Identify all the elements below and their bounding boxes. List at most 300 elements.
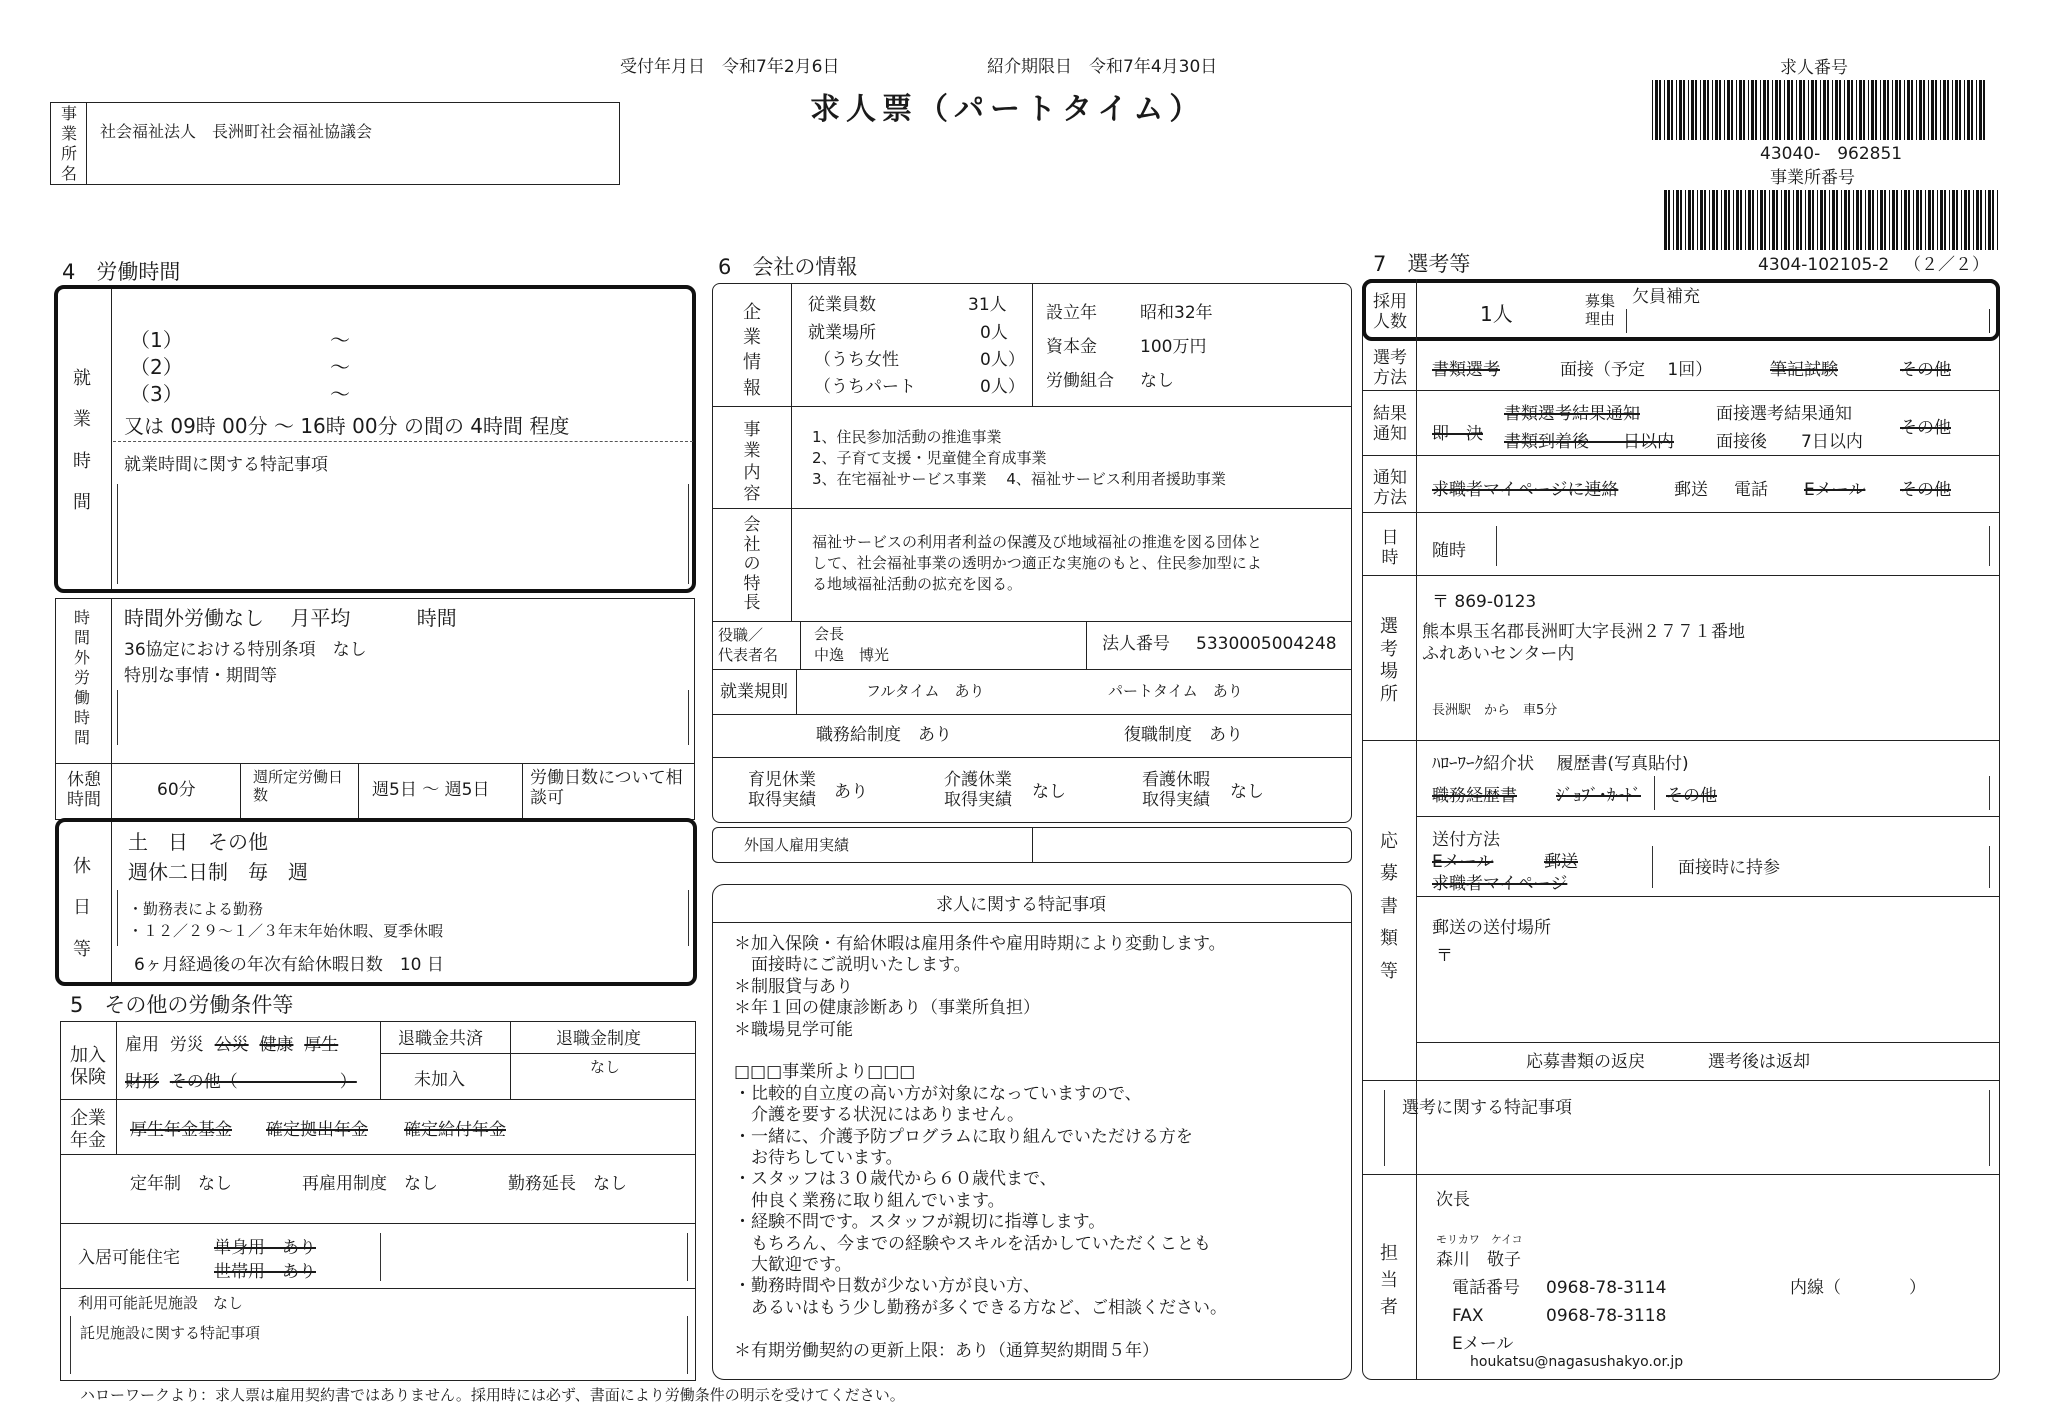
barcode-bar — [1904, 80, 1905, 140]
barcode-bar — [1805, 190, 1806, 250]
job-note-line: ＊職場見学可能 — [734, 1019, 853, 1040]
barcode-bar — [1832, 190, 1835, 250]
barcode-bar — [1673, 190, 1674, 250]
barcode-bar — [1695, 80, 1697, 140]
ins-kenko: 健康 — [259, 1035, 294, 1055]
barcode-bar — [1860, 190, 1862, 250]
barcode-bar — [1719, 80, 1721, 140]
barcode-bar — [1889, 190, 1890, 250]
working-hours-label: 就業時間 — [73, 368, 91, 514]
barcode-bar — [1781, 190, 1782, 250]
barcode-bar — [1731, 80, 1733, 140]
barcode-bar — [1716, 190, 1718, 250]
barcode-bar — [1880, 190, 1883, 250]
reemployment: 再雇用制度 なし — [302, 1174, 438, 1194]
barcode-bar — [1823, 80, 1826, 140]
access: 長洲駅 から 車5分 — [1432, 703, 1558, 718]
overtime-value: 時間外労働なし 月平均 時間 — [124, 606, 457, 630]
work-rules-label: 就業規則 — [720, 682, 788, 702]
barcode-bar — [1883, 80, 1886, 140]
notice-tel: 電話 — [1734, 480, 1768, 500]
barcode-bar — [1815, 80, 1817, 140]
company-info-label: 企業情報 — [743, 302, 761, 399]
sick-care-leave-label-2: 取得実績 — [1142, 790, 1210, 811]
insurance-row-1 — [125, 1035, 338, 1055]
barcode-bar — [1772, 80, 1773, 140]
barcode-bar — [1956, 190, 1958, 250]
work-rules-full: フルタイム あり — [866, 682, 985, 700]
job-number: 43040- 962851 — [1760, 144, 1903, 164]
page-number: （２／２） — [1904, 255, 1989, 275]
barcode-bar — [1904, 190, 1907, 250]
agreement-36: 36協定における特別条項 なし — [124, 640, 367, 660]
selection-place-label: 選考場所 — [1380, 616, 1398, 705]
barcode-bar — [1931, 80, 1934, 140]
intro-limit-value: 令和7年4月30日 — [1089, 57, 1218, 77]
holiday-note-2: ・１２／２９～１／３年末年始休暇、夏季休暇 — [128, 922, 444, 940]
barcode-bar — [1700, 80, 1701, 140]
barcode-bar — [1964, 190, 1967, 250]
barcode-bar — [1763, 80, 1766, 140]
date-label: 日時 — [1381, 528, 1399, 569]
founded-value: 昭和32年 — [1140, 303, 1213, 323]
barcode-bar — [1676, 80, 1677, 140]
office-number-barcode — [1664, 190, 2004, 252]
shift-1-tilde: ～ — [330, 328, 350, 352]
childcare-leave-value: あり — [834, 782, 868, 802]
barcode-bar — [1859, 80, 1862, 140]
barcode-bar — [1836, 190, 1838, 250]
email-label: Eメール — [1452, 1334, 1514, 1354]
weekly-days-label: 週所定労働日数 — [253, 768, 344, 804]
job-number-label: 求人番号 — [1780, 58, 1848, 78]
barcode-bar — [1871, 80, 1874, 140]
docs-jobcard: ｼﾞｮﾌﾞ･ｶｰﾄﾞ — [1556, 786, 1641, 806]
sick-care-leave-label-1: 看護休暇 — [1142, 770, 1210, 790]
address: 熊本県玉名郡長洲町大字長洲２７７１番地 — [1422, 622, 1745, 642]
feature-2: して、社会福祉事業の透明かつ適正な実施のもと、住民参加型によ — [812, 554, 1262, 572]
pension-3: 確定給付年金 — [404, 1120, 506, 1140]
barcode-bar — [1755, 80, 1757, 140]
barcode-bar — [1920, 190, 1922, 250]
barcode-bar — [1992, 190, 1994, 250]
ins-kosai: 公災 — [214, 1035, 249, 1055]
sick-care-leave — [1142, 770, 1210, 811]
barcode-bar — [1955, 80, 1958, 140]
barcode-bar — [1776, 190, 1778, 250]
barcode-bar — [1803, 80, 1805, 140]
ins-other: その他（ ） — [169, 1072, 357, 1092]
barcode-bar — [1899, 80, 1901, 140]
job-wage-system: 職務給制度 あり — [816, 725, 952, 745]
result-interview-2: 面接後 7日以内 — [1716, 432, 1863, 452]
job-note-line: お待ちしています。 — [734, 1148, 903, 1168]
barcode-bar — [1811, 80, 1814, 140]
receipt-date-value: 令和7年2月6日 — [722, 57, 840, 77]
employees-value: 31人 — [968, 295, 1007, 315]
women-label: （うち女性 — [814, 350, 899, 370]
barcode-bar — [1796, 190, 1799, 250]
barcode-bar — [1779, 80, 1781, 140]
barcode-bar — [1775, 80, 1778, 140]
feature-1: 福祉サービスの利用者利益の保護及び地域福祉の推進を図る団体と — [812, 533, 1263, 551]
notice-email: Eメール — [1804, 480, 1866, 500]
barcode-bar — [1800, 190, 1802, 250]
barcode-bar — [1865, 190, 1866, 250]
ins-zaikei: 財形 — [125, 1072, 159, 1092]
holidays-label: 休日等 — [73, 856, 91, 960]
hiring-count-label: 採用人数 — [1373, 292, 1407, 333]
housing-family: 世帯用 あり — [214, 1262, 316, 1282]
result-document-2: 書類到着後 日以内 — [1504, 432, 1674, 452]
barcode-bar — [1724, 190, 1727, 250]
barcode-bar — [1856, 80, 1857, 140]
special-circumstances-field — [117, 690, 689, 745]
capital-value: 100万円 — [1140, 337, 1207, 357]
barcode-bar — [1688, 80, 1689, 140]
recruit-reason-label: 募集理由 — [1584, 292, 1615, 328]
barcode-bar — [1745, 190, 1746, 250]
nursing-leave-value: なし — [1032, 782, 1066, 802]
barcode-bar — [1973, 190, 1974, 250]
barcode-bar — [1863, 80, 1865, 140]
barcode-bar — [1980, 190, 1982, 250]
mail-to: 〒 — [1436, 946, 1453, 966]
retirement-system-label: 退職金制度 — [556, 1029, 641, 1049]
alternate-hours: 又は 09時 00分 ～ 16時 00分 の間の 4時間 程度 — [124, 414, 570, 438]
rep-name: 中逸 博光 — [814, 646, 890, 664]
union-value: なし — [1140, 371, 1174, 391]
barcode-bar — [1691, 80, 1694, 140]
barcode-bar — [1839, 80, 1841, 140]
barcode-bar — [1916, 80, 1917, 140]
hiring-count: 1人 — [1480, 302, 1513, 326]
childcare-facility: 利用可能託児施設 なし — [78, 1294, 244, 1312]
work-extension: 勤務延長 なし — [508, 1174, 627, 1194]
tel-value: 0968-78-3114 — [1546, 1278, 1667, 1298]
job-note-line: あるいはもう少し勤務が多くできる方など、ご相談ください。 — [734, 1297, 1227, 1318]
capital-label: 資本金 — [1046, 337, 1097, 357]
job-note-line: ＊年１回の健康診断あり（事業所負担） — [734, 998, 1040, 1019]
fax-value: 0968-78-3118 — [1546, 1306, 1667, 1326]
rep-label-1: 役職／ — [718, 626, 764, 644]
holiday-note-1: ・勤務表による勤務 — [128, 900, 264, 918]
barcode-bar — [1880, 80, 1881, 140]
special-circumstances: 特別な事情・期間等 — [124, 666, 277, 686]
barcode-bar — [1671, 80, 1673, 140]
retirement-age: 定年制 なし — [130, 1174, 232, 1194]
job-notes-title: 求人に関する特記事項 — [936, 895, 1106, 915]
barcode-bar — [1824, 190, 1826, 250]
notice-method-label: 通知方法 — [1373, 468, 1407, 509]
barcode-bar — [1736, 190, 1739, 250]
notice-other: その他 — [1900, 480, 1951, 500]
barcode-bar — [1685, 190, 1686, 250]
barcode-bar — [1856, 190, 1859, 250]
job-note-line: ＊制服貸与あり — [734, 976, 853, 997]
shift-1-label: （1） — [130, 328, 183, 352]
nursing-leave-label-1: 介護休業 — [944, 770, 1012, 790]
intro-limit-date — [987, 57, 1217, 77]
recruit-reason-field — [1626, 309, 1990, 333]
barcode-bar — [1875, 80, 1877, 140]
barcode-bar — [1760, 190, 1763, 250]
barcode-bar — [1949, 190, 1950, 250]
barcode-bar — [1733, 190, 1734, 250]
section-5-title: 5 その他の労働条件等 — [70, 993, 294, 1017]
feature-label: 会社の特長 — [743, 515, 761, 614]
barcode-bar — [1767, 80, 1769, 140]
barcode-bar — [1884, 190, 1886, 250]
send-mypage: 求職者マイページ — [1432, 874, 1568, 894]
barcode-bar — [1937, 190, 1938, 250]
ins-kosei: 厚生 — [304, 1035, 339, 1055]
barcode-bar — [1940, 190, 1943, 250]
part-value: 0人） — [980, 377, 1025, 397]
barcode-bar — [1961, 190, 1962, 250]
barcode-bar — [1832, 80, 1833, 140]
housing-label: 入居可能住宅 — [78, 1248, 180, 1268]
email-value: houkatsu@nagasushakyo.or.jp — [1470, 1354, 1684, 1370]
tel-label: 電話番号 — [1452, 1278, 1520, 1298]
shift-3 — [130, 382, 350, 406]
barcode-bar — [1997, 190, 1998, 250]
send-post: 郵送 — [1544, 852, 1578, 872]
barcode-bar — [1911, 80, 1913, 140]
paid-leave: 6ヶ月経過後の年次有給休暇日数 10 日 — [134, 955, 444, 975]
extension-label: 内線（ ） — [1790, 1278, 1926, 1298]
shift-2-tilde: ～ — [330, 355, 350, 379]
ins-rosai: 労災 — [169, 1035, 204, 1055]
barcode-bar — [1676, 190, 1679, 250]
shift-2 — [130, 355, 350, 379]
result-notice-label: 結果通知 — [1373, 404, 1407, 445]
barcode-bar — [1793, 190, 1794, 250]
barcode-bar — [1868, 190, 1871, 250]
barcode-bar — [1925, 190, 1926, 250]
company-name-label: 事業所名 — [60, 104, 77, 183]
barcode-bar — [1916, 190, 1919, 250]
contact-title: 次長 — [1436, 1190, 1470, 1210]
postal-code: 〒 869-0123 — [1432, 592, 1537, 612]
barcode-bar — [1985, 190, 1986, 250]
working-hours-special-label: 就業時間に関する特記事項 — [124, 455, 328, 475]
section-4-title: 4 労働時間 — [62, 260, 181, 284]
barcode-bar — [1683, 80, 1685, 140]
barcode-bar — [1928, 80, 1929, 140]
job-note-line: ・比較的自立度の高い方が対象になっていますので、 — [734, 1083, 1142, 1104]
childcare-note-label: 託児施設に関する特記事項 — [80, 1324, 261, 1342]
barcode-bar — [1721, 190, 1722, 250]
barcode-bar — [1752, 190, 1754, 250]
barcode-bar — [1943, 80, 1946, 140]
nursing-leave — [944, 770, 1012, 811]
date-value: 随時 — [1432, 541, 1466, 561]
business-2: 2、子育て支援・児童健全育成事業 — [812, 449, 1047, 467]
business-3: 3、在宅福祉サービス事業 4、福祉サービス利用者援助事業 — [812, 470, 1226, 488]
job-note-line: ・経験不問です。スタッフが親切に指導します。 — [734, 1212, 1106, 1233]
retirement-mutual-value: 未加入 — [414, 1070, 465, 1090]
barcode-bar — [1808, 190, 1811, 250]
barcode-bar — [1736, 80, 1737, 140]
barcode-bar — [1812, 190, 1814, 250]
rep-label-2: 代表者名 — [718, 646, 779, 665]
barcode-bar — [1944, 190, 1946, 250]
housing-note-field — [380, 1233, 688, 1281]
docs-career: 職務経歴書 — [1432, 786, 1517, 806]
job-note-line: ・一緒に、介護予防プログラムに取り組んでいただける方を — [734, 1126, 1193, 1147]
return-value: 選考後は返却 — [1708, 1052, 1810, 1072]
pension-2: 確定拠出年金 — [266, 1120, 368, 1140]
date-field — [1496, 526, 1990, 566]
work-rules-part: パートタイム あり — [1108, 682, 1243, 700]
barcode-bar — [1928, 190, 1931, 250]
childcare-leave-label-1: 育児休業 — [748, 770, 816, 790]
barcode-bar — [1769, 190, 1770, 250]
barcode-bar — [1692, 190, 1694, 250]
break-time-label: 休憩時間 — [67, 770, 101, 811]
notice-mypage: 求職者マイページに連絡 — [1432, 480, 1619, 500]
application-docs-label: 応募書類等 — [1380, 831, 1398, 982]
barcode-bar — [1892, 80, 1893, 140]
foreign-employment-label: 外国人雇用実績 — [744, 836, 850, 854]
contact-name: 森川 敬子 — [1436, 1250, 1521, 1270]
barcode-bar — [1923, 80, 1925, 140]
union-label: 労働組合 — [1046, 371, 1114, 391]
shift-3-tilde: ～ — [330, 382, 350, 406]
barcode-bar — [1707, 80, 1709, 140]
barcode-bar — [1988, 190, 1991, 250]
barcode-bar — [1728, 190, 1730, 250]
mail-to-label: 郵送の送付場所 — [1432, 918, 1551, 938]
barcode-bar — [1700, 190, 1703, 250]
weekly-days-value: 週5日 ～ 週5日 — [372, 780, 490, 800]
method-written: 筆記試験 — [1770, 360, 1838, 380]
barcode-bar — [1679, 80, 1682, 140]
employees-label: 従業員数 — [808, 295, 876, 315]
barcode-bar — [1835, 80, 1838, 140]
barcode-bar — [1877, 190, 1878, 250]
result-document-1: 書類選考結果通知 — [1504, 404, 1640, 424]
overtime-label: 時間外労働時間 — [73, 608, 90, 747]
break-time-value: 60分 — [157, 780, 196, 800]
barcode-bar — [1848, 190, 1850, 250]
barcode-bar — [1851, 80, 1853, 140]
section-7-title: 7 選考等 — [1373, 252, 1471, 276]
barcode-bar — [1817, 190, 1818, 250]
job-note-line: 大歓迎です。 — [734, 1255, 852, 1275]
receipt-date — [620, 57, 839, 77]
barcode-bar — [1976, 190, 1979, 250]
shift-3-label: （3） — [130, 382, 183, 406]
send-note: 面接時に持参 — [1678, 858, 1780, 878]
corporate-number-label: 法人番号 — [1102, 634, 1170, 654]
notice-mail: 郵送 — [1674, 480, 1708, 500]
barcode-bar — [1760, 80, 1761, 140]
barcode-bar — [1887, 80, 1889, 140]
ins-koyo: 雇用 — [125, 1035, 159, 1055]
office-number-label: 事業所番号 — [1770, 168, 1855, 188]
shift-2-label: （2） — [130, 355, 183, 379]
childcare-leave — [748, 770, 816, 811]
fax-label: FAX — [1452, 1306, 1484, 1326]
barcode-bar — [1796, 80, 1797, 140]
barcode-bar — [1680, 190, 1682, 250]
docs-other-field — [1654, 776, 1990, 810]
corporate-pension-label: 企業年金 — [70, 1108, 106, 1151]
rep-label — [718, 625, 778, 666]
return-label: 応募書類の返戻 — [1526, 1052, 1645, 1072]
barcode-bar — [1827, 80, 1829, 140]
women-value: 0人） — [980, 350, 1025, 370]
barcode-bar — [1908, 190, 1910, 250]
barcode-bar — [1983, 80, 1985, 140]
barcode-bar — [1712, 190, 1715, 250]
job-number-barcode — [1652, 80, 1992, 142]
barcode-bar — [1964, 80, 1965, 140]
barcode-bar — [1772, 190, 1775, 250]
barcode-bar — [1664, 80, 1665, 140]
feature-3: る地域福祉活動の拡充を図る。 — [812, 575, 1023, 593]
barcode-bar — [1664, 190, 1667, 250]
barcode-bar — [1829, 190, 1830, 250]
job-note-line: もちろん、今までの経験やスキルを活かしていただくことも — [734, 1233, 1211, 1254]
barcode-bar — [1820, 190, 1823, 250]
barcode-bar — [1952, 190, 1955, 250]
pension-1: 厚生年金基金 — [130, 1120, 232, 1140]
barcode-bar — [1808, 80, 1809, 140]
job-note-line: 仲良く業務に取り組んでいます。 — [734, 1190, 1005, 1211]
job-note-line: ＊加入保険・有給休暇は雇用条件や雇用時期により変動します。 — [734, 934, 1226, 954]
barcode-bar — [1688, 190, 1691, 250]
job-note-line: □□□事業所より□□□ — [734, 1062, 916, 1083]
barcode-bar — [1727, 80, 1730, 140]
nursing-leave-label-2: 取得実績 — [944, 790, 1012, 811]
barcode-bar — [1788, 190, 1790, 250]
page-title: 求人票（パートタイム） — [810, 92, 1206, 127]
barcode-bar — [1895, 80, 1898, 140]
barcode-bar — [1668, 190, 1670, 250]
barcode-bar — [1748, 190, 1751, 250]
corporate-number: 5330005004248 — [1196, 634, 1337, 654]
barcode-bar — [1787, 80, 1790, 140]
barcode-bar — [1652, 80, 1653, 140]
result-interview-1: 面接選考結果通知 — [1716, 404, 1852, 424]
barcode-bar — [1764, 190, 1766, 250]
method-document: 書類選考 — [1432, 360, 1500, 380]
barcode-bar — [1743, 80, 1745, 140]
childcare-leave-label-2: 取得実績 — [748, 790, 816, 811]
barcode-bar — [1655, 80, 1658, 140]
result-immediate: 即 決 — [1432, 424, 1483, 444]
barcode-bar — [1784, 80, 1785, 140]
barcode-bar — [1791, 80, 1793, 140]
job-note-line: 面接時にご説明いたします。 — [734, 955, 971, 976]
recruit-reason: 欠員補充 — [1632, 287, 1700, 307]
barcode-bar — [1932, 190, 1934, 250]
barcode-bar — [1841, 190, 1842, 250]
holiday-days: 土 日 その他 — [128, 830, 268, 854]
barcode-bar — [1757, 190, 1758, 250]
retirement-mutual-label: 退職金共済 — [398, 1029, 483, 1049]
barcode-bar — [1697, 190, 1698, 250]
selection-special-label: 選考に関する特記事項 — [1402, 1098, 1572, 1118]
barcode-bar — [1901, 190, 1902, 250]
barcode-bar — [1968, 190, 1970, 250]
barcode-bar — [1959, 80, 1961, 140]
barcode-bar — [1868, 80, 1869, 140]
send-method-label: 送付方法 — [1432, 830, 1500, 850]
